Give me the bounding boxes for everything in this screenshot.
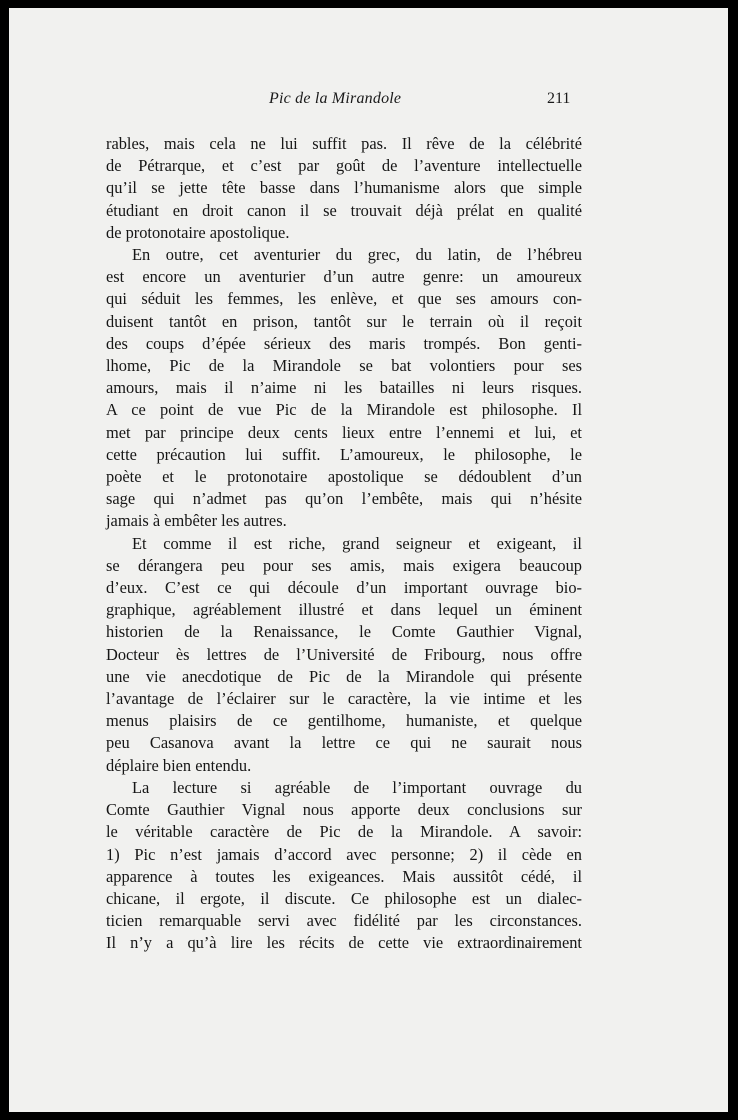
text-line: l’avantage de l’éclairer sur le caractère, la vie intime et les bbox=[106, 689, 582, 709]
text-line: Docteur ès lettres de l’Université de Fribourg, nous offre bbox=[106, 644, 582, 664]
text-line: lhome, Pic de la Mirandole se bat volontiers pour ses bbox=[106, 356, 582, 376]
text-line: ticien remarquable servi avec fidélité par les circonstances. bbox=[106, 911, 582, 931]
text-line: historien de la Renaissance, le Comte Gauthier Vignal, bbox=[106, 622, 582, 642]
text-line: qui séduit les femmes, les enlève, et que ses amours con- bbox=[106, 289, 582, 309]
text-line: qu’il se jette tête basse dans l’humanisme alors que simple bbox=[106, 178, 582, 198]
paragraph bbox=[106, 133, 582, 244]
body-text bbox=[106, 133, 582, 955]
text-line: chicane, il ergote, il discute. Ce philosophe est un dialec- bbox=[106, 888, 582, 908]
text-line: sage qui n’admet pas qu’on l’embête, mais qui n’hésite bbox=[106, 489, 582, 509]
text-line: Comte Gauthier Vignal nous apporte deux conclusions sur bbox=[106, 800, 582, 820]
running-title: Pic de la Mirandole bbox=[269, 90, 402, 107]
text-line: graphique, agréablement illustré et dans lequel un éminent bbox=[106, 600, 582, 620]
text-line: de protonotaire apostolique. bbox=[106, 222, 290, 242]
text-line: A ce point de vue Pic de la Mirandole est philosophe. Il bbox=[106, 400, 582, 420]
text-line: En outre, cet aventurier du grec, du latin, de l’hébreu bbox=[132, 245, 582, 265]
text-line: apparence à toutes les exigeances. Mais aussitôt cédé, il bbox=[106, 866, 582, 886]
paragraph bbox=[106, 777, 582, 955]
text-line: Et comme il est riche, grand seigneur et exigeant, il bbox=[132, 533, 582, 553]
book-page bbox=[9, 8, 728, 1112]
text-line: d’eux. C’est ce qui découle d’un important ouvrage bio- bbox=[106, 578, 582, 598]
text-line: peu Casanova avant la lettre ce qui ne saurait nous bbox=[106, 733, 582, 753]
text-line: est encore un aventurier d’un autre genre: un amoureux bbox=[106, 267, 582, 287]
text-line: poète et le protonotaire apostolique se dédoublent d’un bbox=[106, 467, 582, 487]
text-line: étudiant en droit canon il se trouvait déjà prélat en qualité bbox=[106, 200, 582, 220]
paragraph bbox=[106, 244, 582, 533]
text-line: jamais à embêter les autres. bbox=[106, 511, 287, 531]
text-line: La lecture si agréable de l’important ouvrage du bbox=[132, 777, 582, 797]
text-line: une vie anecdotique de Pic de la Mirandole qui présente bbox=[106, 666, 582, 686]
text-line: déplaire bien entendu. bbox=[106, 755, 252, 775]
text-line: menus plaisirs de ce gentilhome, humaniste, et quelque bbox=[106, 711, 582, 731]
text-line: cette précaution lui suffit. L’amoureux, le philosophe, le bbox=[106, 444, 582, 464]
text-line: rables, mais cela ne lui suffit pas. Il rêve de la célébrité bbox=[106, 134, 582, 153]
text-line: se dérangera peu pour ses amis, mais exigera beaucoup bbox=[106, 555, 582, 575]
paragraph bbox=[106, 533, 582, 777]
text-line: 1) Pic n’est jamais d’accord avec personne; 2) il cède en bbox=[106, 844, 582, 864]
text-line: des coups d’épée sérieux des maris trompés. Bon genti- bbox=[106, 333, 582, 353]
text-line: le véritable caractère de Pic de la Mirandole. A savoir: bbox=[106, 822, 582, 842]
text-line: duisent tantôt en prison, tantôt sur le terrain où il reçoit bbox=[106, 311, 582, 331]
text-line: met par principe deux cents lieux entre l’ennemi et lui, et bbox=[106, 422, 582, 442]
text-line: de Pétrarque, et c’est par goût de l’aventure intellectuelle bbox=[106, 156, 582, 176]
page-header bbox=[9, 90, 728, 112]
page-number: 211 bbox=[547, 90, 571, 107]
text-line: amours, mais il n’aime ni les batailles ni leurs risques. bbox=[106, 378, 582, 398]
text-line: Il n’y a qu’à lire les récits de cette vie extraordinairement bbox=[106, 933, 582, 953]
